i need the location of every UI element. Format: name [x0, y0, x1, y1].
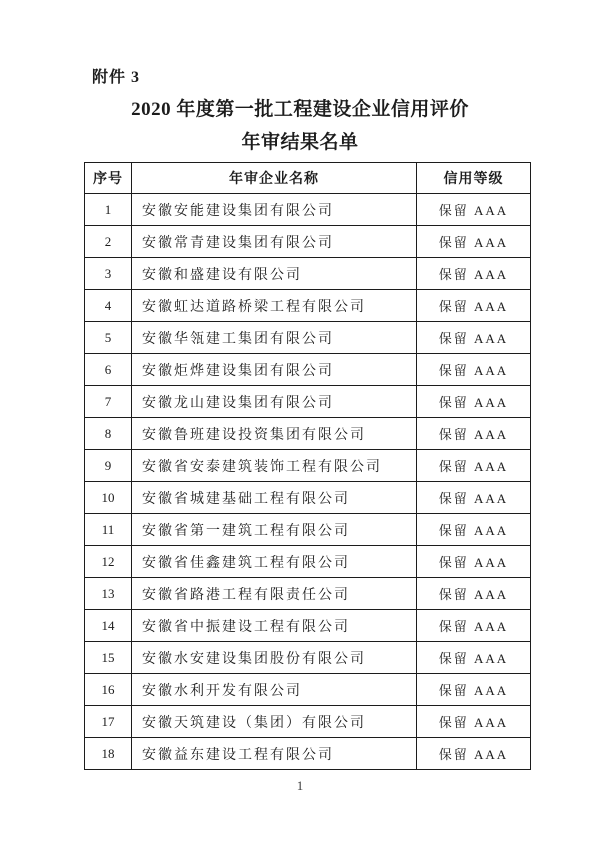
row-index-cell: 7	[85, 386, 132, 418]
row-index-cell: 10	[85, 482, 132, 514]
credit-rating-cell: 保留 AAA	[417, 354, 531, 386]
company-name-cell: 安徽省安泰建筑装饰工程有限公司	[132, 450, 417, 482]
row-index-cell: 12	[85, 546, 132, 578]
company-name-cell: 安徽省佳鑫建筑工程有限公司	[132, 546, 417, 578]
credit-rating-cell: 保留 AAA	[417, 578, 531, 610]
row-index-cell: 6	[85, 354, 132, 386]
document-title-line1: 2020 年度第一批工程建设企业信用评价	[131, 99, 469, 120]
table-row	[85, 418, 531, 450]
table-row	[85, 226, 531, 258]
table-row	[85, 450, 531, 482]
credit-rating-cell: 保留 AAA	[417, 482, 531, 514]
document-title-line2: 年审结果名单	[241, 132, 359, 153]
credit-rating-cell: 保留 AAA	[417, 450, 531, 482]
company-name-cell: 安徽省城建基础工程有限公司	[132, 482, 417, 514]
row-index-cell: 18	[85, 738, 132, 770]
table-row	[85, 610, 531, 642]
credit-rating-cell: 保留 AAA	[417, 290, 531, 322]
attachment-label: 附件 3	[92, 69, 141, 86]
table-row	[85, 258, 531, 290]
company-name-cell: 安徽安能建设集团有限公司	[132, 194, 417, 226]
table-row	[85, 738, 531, 770]
table-row	[85, 290, 531, 322]
row-index-cell: 16	[85, 674, 132, 706]
table-row	[85, 642, 531, 674]
company-name-cell: 安徽省路港工程有限责任公司	[132, 578, 417, 610]
row-index-cell: 1	[85, 194, 132, 226]
credit-rating-cell: 保留 AAA	[417, 706, 531, 738]
table-row	[85, 482, 531, 514]
company-name-cell: 安徽水安建设集团股份有限公司	[132, 642, 417, 674]
company-name-cell: 安徽炬烨建设集团有限公司	[132, 354, 417, 386]
company-name-cell: 安徽天筑建设（集团）有限公司	[132, 706, 417, 738]
credit-rating-cell: 保留 AAA	[417, 322, 531, 354]
row-index-cell: 8	[85, 418, 132, 450]
table-body	[85, 194, 531, 770]
row-index-cell: 15	[85, 642, 132, 674]
credit-rating-cell: 保留 AAA	[417, 642, 531, 674]
credit-rating-cell: 保留 AAA	[417, 738, 531, 770]
company-name-cell: 安徽省第一建筑工程有限公司	[132, 514, 417, 546]
table-row	[85, 706, 531, 738]
header-信用等级: 信用等级	[417, 163, 531, 194]
company-name-cell: 安徽龙山建设集团有限公司	[132, 386, 417, 418]
table-row	[85, 194, 531, 226]
row-index-cell: 13	[85, 578, 132, 610]
row-index-cell: 11	[85, 514, 132, 546]
company-name-cell: 安徽华瓴建工集团有限公司	[132, 322, 417, 354]
credit-rating-cell: 保留 AAA	[417, 258, 531, 290]
table-row	[85, 578, 531, 610]
page-number: 1	[296, 778, 304, 793]
credit-rating-cell: 保留 AAA	[417, 546, 531, 578]
company-name-cell: 安徽常青建设集团有限公司	[132, 226, 417, 258]
table-row	[85, 546, 531, 578]
row-index-cell: 2	[85, 226, 132, 258]
company-name-cell: 安徽省中振建设工程有限公司	[132, 610, 417, 642]
company-name-cell: 安徽水利开发有限公司	[132, 674, 417, 706]
credit-rating-cell: 保留 AAA	[417, 610, 531, 642]
row-index-cell: 5	[85, 322, 132, 354]
company-name-cell: 安徽益东建设工程有限公司	[132, 738, 417, 770]
table-row	[85, 386, 531, 418]
credit-rating-cell: 保留 AAA	[417, 194, 531, 226]
row-index-cell: 17	[85, 706, 132, 738]
table-row	[85, 514, 531, 546]
credit-rating-cell: 保留 AAA	[417, 418, 531, 450]
row-index-cell: 3	[85, 258, 132, 290]
row-index-cell: 14	[85, 610, 132, 642]
credit-rating-cell: 保留 AAA	[417, 674, 531, 706]
company-name-cell: 安徽鲁班建设投资集团有限公司	[132, 418, 417, 450]
table-header	[85, 163, 531, 194]
row-index-cell: 9	[85, 450, 132, 482]
header-年审企业名称: 年审企业名称	[132, 163, 417, 194]
header-序号: 序号	[85, 163, 132, 194]
credit-rating-cell: 保留 AAA	[417, 514, 531, 546]
table-row	[85, 674, 531, 706]
table-row	[85, 322, 531, 354]
row-index-cell: 4	[85, 290, 132, 322]
company-name-cell: 安徽和盛建设有限公司	[132, 258, 417, 290]
credit-rating-cell: 保留 AAA	[417, 226, 531, 258]
results-table	[84, 162, 531, 770]
table-row	[85, 354, 531, 386]
table-header-row	[85, 163, 531, 194]
credit-rating-cell: 保留 AAA	[417, 386, 531, 418]
company-name-cell: 安徽虹达道路桥梁工程有限公司	[132, 290, 417, 322]
